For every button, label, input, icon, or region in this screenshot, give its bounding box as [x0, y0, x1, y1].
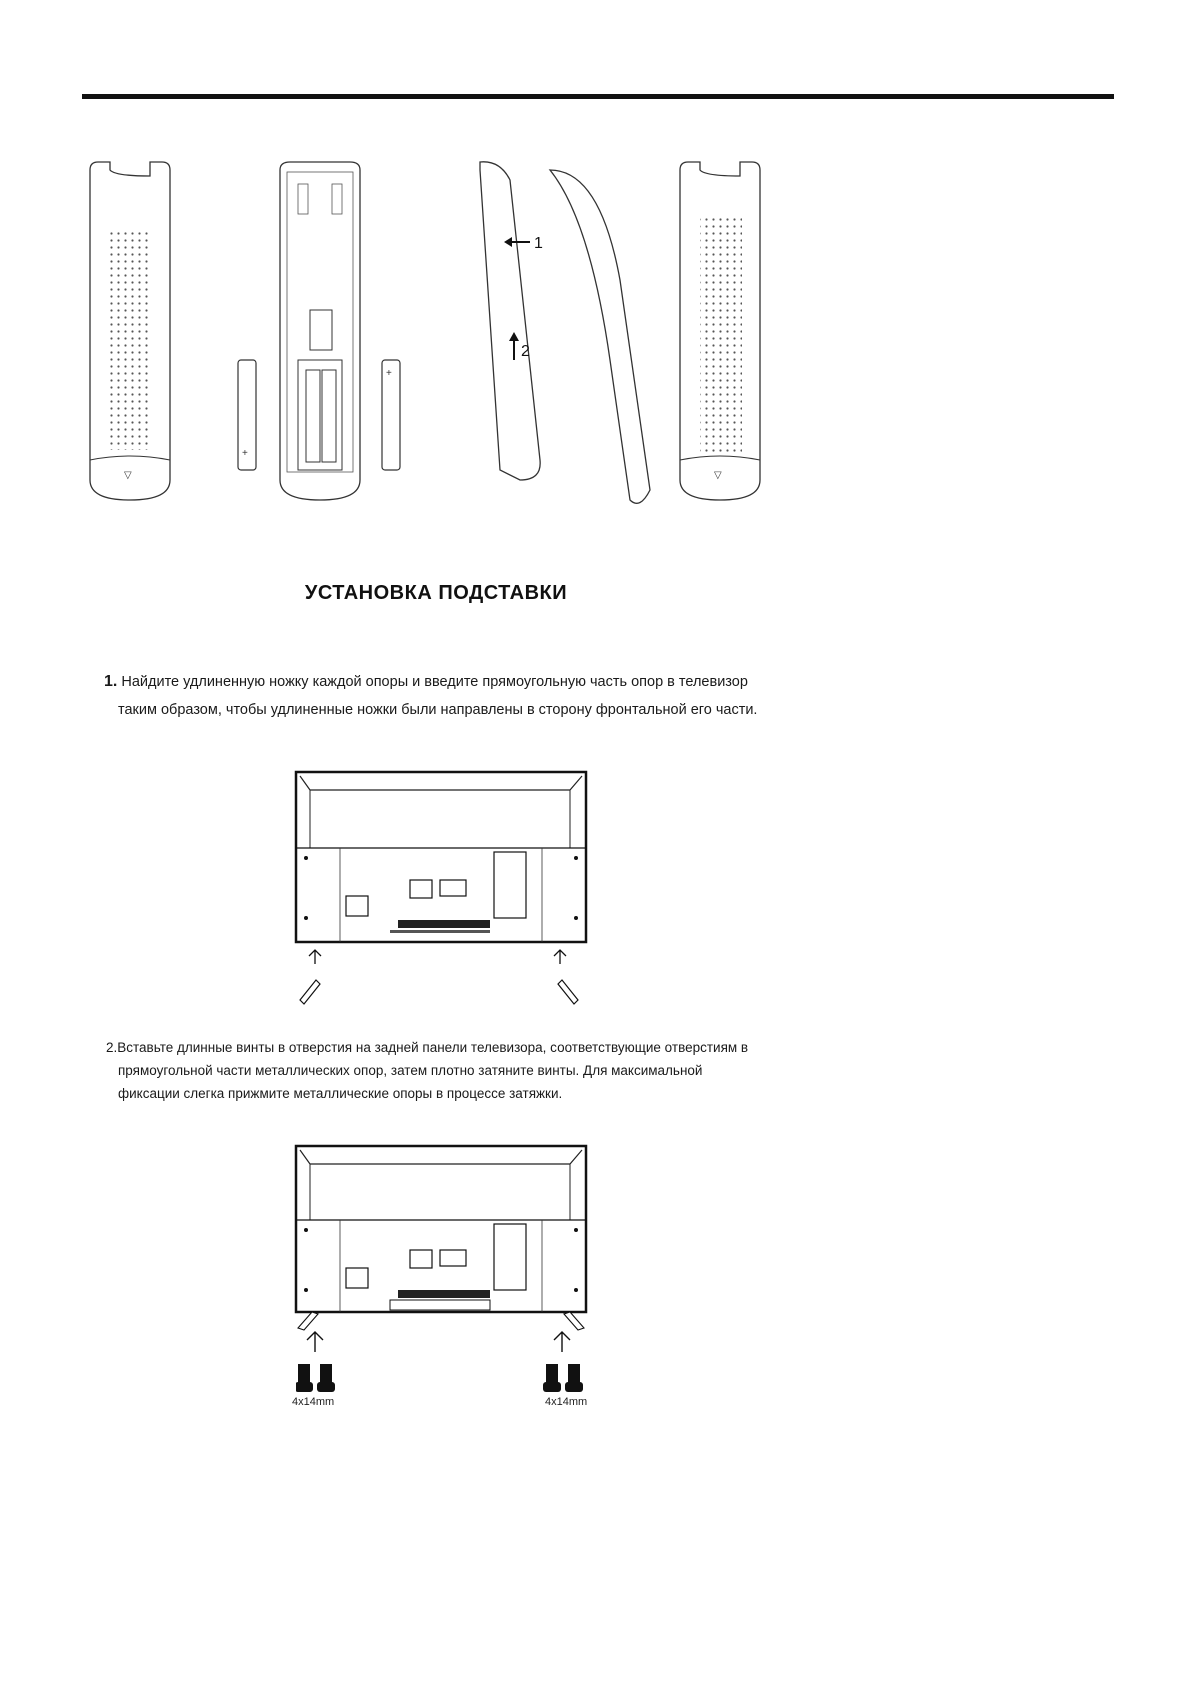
svg-text:▽: ▽: [714, 470, 722, 481]
screw-size-right: 4x14mm: [545, 1396, 588, 1408]
screw-icon-right-2: [565, 1364, 583, 1392]
screw-size-left: 4x14mm: [292, 1396, 335, 1408]
svg-text:+: +: [242, 448, 248, 459]
screw-icon-right-1: [543, 1364, 561, 1392]
remote-cover-right: [680, 162, 760, 500]
remote-cover-left: [90, 162, 170, 500]
svg-text:2: 2: [521, 343, 530, 360]
step-2-line-2: прямоугольной части металлических опор, затем плотно затяните винты. Для максимальной: [118, 1063, 703, 1078]
step-2-line-3: фиксации слегка прижмите металлические опоры в процессе затяжки.: [118, 1086, 563, 1101]
remote-side-view: [480, 162, 650, 504]
screw-icon-left-1: [296, 1364, 313, 1392]
remote-open-batteries: [238, 162, 400, 500]
screw-icon-left-2: [317, 1364, 335, 1392]
header-rule: [82, 94, 1114, 99]
svg-text:▽: ▽: [124, 470, 132, 481]
tv-stand-insert-diagram: [290, 768, 600, 1008]
step-2-instructions: [106, 1036, 806, 1105]
step-1-line-2: таким образом, чтобы удлиненные ножки были направлены в сторону фронтальной его части.: [118, 702, 758, 718]
step-1-number: 1.: [104, 673, 118, 690]
remote-battery-illustration: [80, 160, 800, 520]
screw-arrows: [296, 1330, 586, 1400]
step-1-instructions: [104, 668, 804, 724]
step-2-number: 2.: [106, 1040, 118, 1055]
section-title: УСТАНОВКА ПОДСТАВКИ: [304, 582, 568, 604]
tv-stand-screw-diagram: [290, 1142, 600, 1342]
step-2-line-1: Вставьте длинные винты в отверстия на задней панели телевизора, соответствующие отверстиям в: [117, 1040, 749, 1055]
step-1-line-1: Найдите удлиненную ножку каждой опоры и введите прямоугольную часть опор в телевизор: [121, 674, 748, 690]
svg-text:1: 1: [534, 235, 543, 252]
svg-text:+: +: [386, 368, 392, 379]
